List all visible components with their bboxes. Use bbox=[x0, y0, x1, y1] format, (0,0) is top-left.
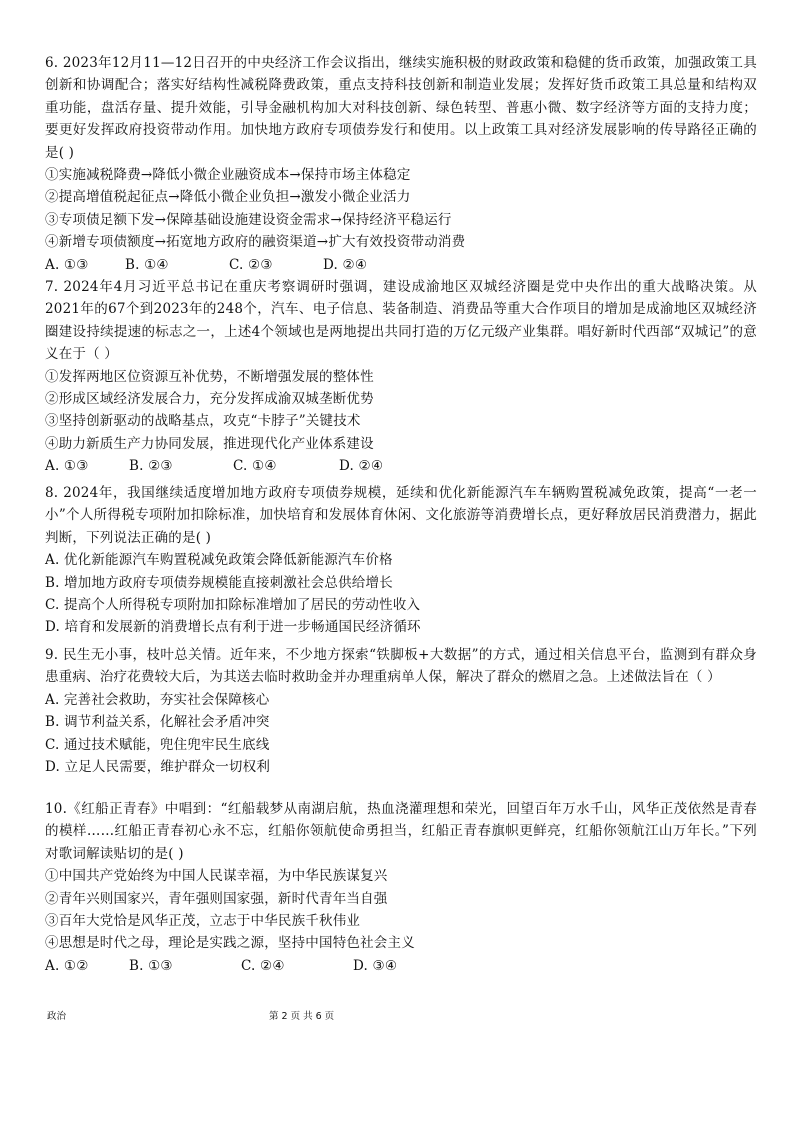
answer-choices bbox=[45, 455, 757, 477]
footer-subject: 政治 bbox=[47, 1011, 67, 1022]
answer-choice-c: C. ①④ bbox=[233, 458, 277, 475]
statement-option: ③坚持创新驱动的战略基点，攻克“卡脖子”关键技术 bbox=[45, 413, 361, 430]
question-6 bbox=[45, 52, 757, 276]
statement-option: ①中国共产党始终为中国人民谋幸福，为中华民族谋复兴 bbox=[45, 868, 388, 885]
statement-option: ④思想是时代之母，理论是实践之源，坚持中国特色社会主义 bbox=[45, 935, 415, 952]
question-stem: 10.《红船正青春》中唱到：“红船载梦从南湖启航，热血浇灌理想和荣光，回望百年万水千山，风华正茂依然是青春的模样……红船正青春初心永不忘，红船你领航使命勇担当，红船正青春旗帜更鲜亮，红船你领航江山万年长。”下列对歌词解读贴切的是( ) bbox=[45, 801, 757, 862]
answer-choice-b: B. ②③ bbox=[129, 458, 173, 475]
answer-choice-d: D. ③④ bbox=[353, 957, 398, 974]
answer-choices bbox=[45, 955, 757, 977]
question-8 bbox=[45, 482, 757, 639]
answer-choice-a: A. ①③ bbox=[45, 458, 89, 475]
statement-option: ④新增专项债额度→拓宽地方政府的融资渠道→扩大有效投资带动消费 bbox=[45, 234, 466, 251]
answer-choice-c: C. 通过技术赋能，兜住兜牢民生底线 bbox=[45, 736, 270, 753]
statement-option: ④助力新质生产力协同发展，推进现代化产业体系建设 bbox=[45, 435, 374, 452]
answer-choice-b: B. ①③ bbox=[129, 957, 173, 974]
footer-page-number: 第 2 页 共 6 页 bbox=[269, 1011, 335, 1022]
statement-option: ②提高增值税起征点→降低小微企业负担→激发小微企业活力 bbox=[45, 189, 411, 206]
answer-choice-d: D. ②④ bbox=[323, 256, 368, 273]
statement-option: ②青年兴则国家兴，青年强则国家强，新时代青年当自强 bbox=[45, 890, 388, 907]
answer-choices bbox=[45, 254, 757, 276]
statement-option: ③百年大党恰是风华正茂，立志于中华民族千秋伟业 bbox=[45, 913, 361, 930]
answer-choice-a: A. 完善社会救助，夯实社会保障核心 bbox=[45, 691, 270, 708]
answer-choice-b: B. ①④ bbox=[125, 256, 169, 273]
answer-choice-d: D. 培育和发展新的消费增长点有利于进一步畅通国民经济循环 bbox=[45, 619, 421, 636]
answer-choice-a: A. ①② bbox=[45, 957, 89, 974]
answer-choice-c: C. 提高个人所得税专项附加扣除标准增加了居民的劳动性收入 bbox=[45, 597, 421, 614]
question-stem: 8. 2024年，我国继续适度增加地方政府专项债券规模，延续和优化新能源汽车车辆购置税减免政策，提高“一老一小”个人所得税专项附加扣除标准，加快培育和发展体育休闲、文化旅游等消费增长点，更好释放居民消费潜力，据此判断，下列说法正确的是( ) bbox=[45, 485, 757, 546]
answer-choice-d: D. ②④ bbox=[339, 458, 384, 475]
statement-option: ①发挥两地区位资源互补优势，不断增强发展的整体性 bbox=[45, 368, 374, 385]
answer-choice-d: D. 立足人民需要，维护群众一切权利 bbox=[45, 759, 271, 776]
question-stem: 6. 2023年12月11—12日召开的中央经济工作会议指出，继续实施积极的财政政策和稳健的货币政策，加强政策工具创新和协调配合；落实好结构性减税降费政策，重点支持科技创新和制造业发展；发挥好货币政策工具总量和结构双重功能，盘活存量、提升效能，引导金融机构加大对科技创新、绿色转型、普惠小微、数字经济等方面的支持力度；要更好发挥政府投资带动作用。加快地方政府专项债券发行和使用。以上政策工具对经济发展影响的传导路径正确的是( ) bbox=[45, 55, 757, 161]
question-9 bbox=[45, 644, 757, 778]
answer-choice-b: B. 调节利益关系，化解社会矛盾冲突 bbox=[45, 714, 270, 731]
answer-choice-a: A. ①③ bbox=[45, 256, 89, 273]
statement-option: ①实施减税降费→降低小微企业融资成本→保持市场主体稳定 bbox=[45, 167, 411, 184]
answer-choice-b: B. 增加地方政府专项债券规模能直接刺激社会总供给增长 bbox=[45, 574, 393, 591]
statement-option: ③专项债足额下发→保障基础设施建设资金需求→保持经济平稳运行 bbox=[45, 211, 452, 228]
question-7 bbox=[45, 276, 757, 478]
answer-choice-c: C. ②④ bbox=[241, 957, 285, 974]
question-10 bbox=[45, 798, 757, 977]
question-stem: 7. 2024年4月习近平总书记在重庆考察调研时强调，建设成渝地区双城经济圈是党中央作出的重大战略决策。从2021年的67个到2023年的248个，汽车、电子信息、装备制造、消费品等重大合作项目的增加是成渝地区双城经济圈建设持续提速的标志之一，上述4个领域也是两地提出共同打造的万亿元级产业集群。唱好新时代西部“双城记”的意义在于（ ） bbox=[45, 279, 757, 363]
statement-option: ②形成区域经济发展合力，充分发挥成渝双城垄断优势 bbox=[45, 391, 374, 408]
answer-choice-c: C. ②③ bbox=[229, 256, 273, 273]
question-stem: 9. 民生无小事，枝叶总关情。近年来，不少地方探索“铁脚板+大数据”的方式，通过相关信息平台，监测到有群众身患重病、治疗花费较大后，为其送去临时救助金并办理重病单人保，解决了群众的燃眉之急。上述做法旨在（ ） bbox=[45, 647, 757, 686]
answer-choice-a: A. 优化新能源汽车购置税减免政策会降低新能源汽车价格 bbox=[45, 552, 393, 569]
